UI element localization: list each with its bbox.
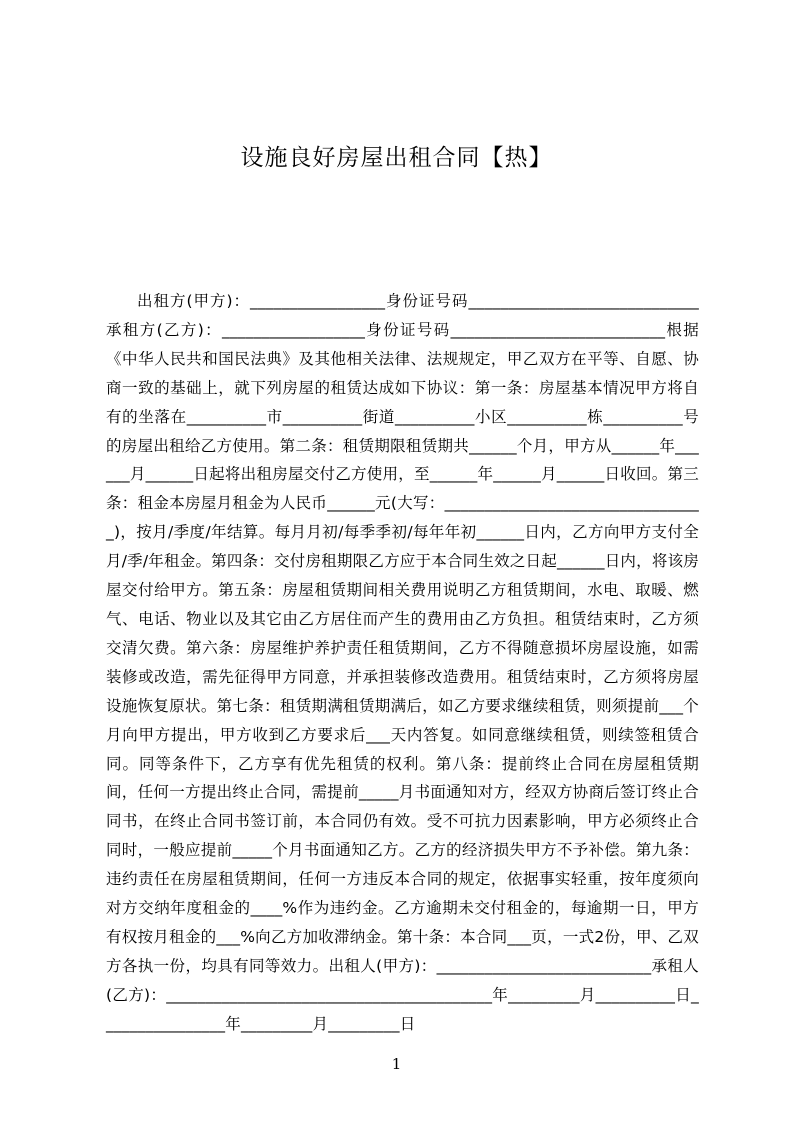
document-title: 设施良好房屋出租合同【热】 xyxy=(240,145,553,171)
contract-body: 出租方(甲方)：_________________身份证号码_____________________________承租方(乙方)：__________________身份证号码___________________________根据《中华人民共和国民法典》及其他相关法律、法规规定，甲乙双方在平等、自愿、协商一致的基础上，就下列房屋的租赁达成如下协议：第一条：房屋基本情况甲方将自有的坐落在__________市__________街道__________小区__________栋__________号的房屋出租给乙方使用。第二条：租赁期限租赁期共______个月，甲方从______年______月______日起将出租房屋交付乙方使用，至______年______月______日收回。第三条：租金本房屋月租金为人民币______元(大写：_________________________________)，按月/季度/年结算。每月月初/每季季初/每年年初______日内，乙方向甲方支付全月/季/年租金。第四条：交付房租期限乙方应于本合同生效之日起______日内，将该房屋交付给甲方。第五条：房屋租赁期间相关费用说明乙方租赁期间，水电、取暖、燃气、电话、物业以及其它由乙方居住而产生的费用由乙方负担。租赁结束时，乙方须交清欠费。第六条：房屋维护养护责任租赁期间，乙方不得随意损坏房屋设施，如需装修或改造，需先征得甲方同意，并承担装修改造费用。租赁结束时，乙方须将房屋设施恢复原状。第七条：租赁期满租赁期满后，如乙方要求继续租赁，则须提前___个月向甲方提出，甲方收到乙方要求后___天内答复。如同意继续租赁，则续签租赁合同。同等条件下，乙方享有优先租赁的权利。第八条：提前终止合同在房屋租赁期间，任何一方提出终止合同，需提前_____月书面通知对方，经双方协商后签订终止合同书，在终止合同书签订前，本合同仍有效。受不可抗力因素影响，甲方必须终止合同时，一般应提前_____个月书面通知乙方。乙方的经济损失甲方不予补偿。第九条：违约责任在房屋租赁期间，任何一方违反本合同的规定，依据事实轻重，按年度须向对方交纳年度租金的____%作为违约金。乙方逾期未交付租金的，每逾期一日，甲方有权按月租金的___%向乙方加收滞纳金。第十条：本合同___页，一式2份，甲、乙双方各执一份，均具有同等效力。出租人(甲方)：___________________________承租人(乙方)：_________________________________________年_________月__________日________________年_________月_________日 xyxy=(106,292,699,1033)
page-number: 1 xyxy=(391,1055,402,1073)
